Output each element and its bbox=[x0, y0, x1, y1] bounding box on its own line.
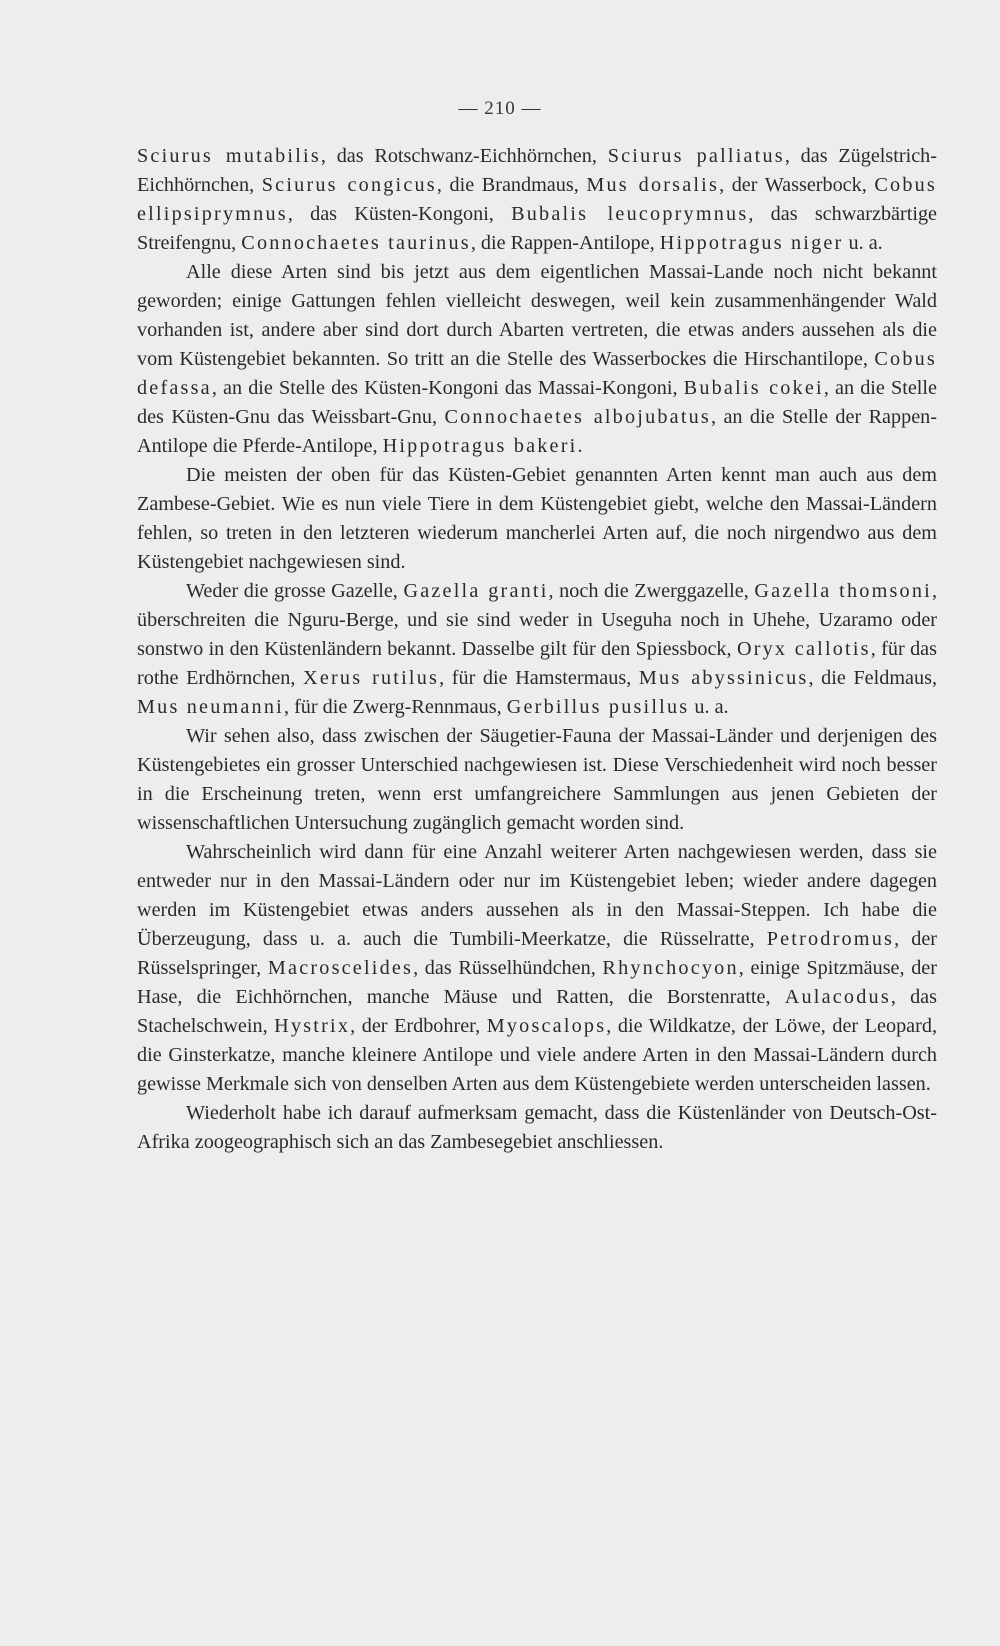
text-run: Alle diese Arten sind bis jetzt aus dem eigentlichen Massai-Lande noch nicht bekannt geworden; einige Gattungen fehlen vielleicht deswegen, weil kein zusammenhängender Wald vorhanden ist, andere aber sind dort durch Abarten vertreten, die etwas anders aussehen als die vom Küstengebiet bekannten. So tritt an die Stelle des Wasserbockes die Hirschantilope, bbox=[137, 261, 937, 370]
text-run: Wir sehen also, dass zwischen der Säugetier-Fauna der Massai-Länder und derjenigen des Küstengebietes ein grosser Unterschied nachgewiesen ist. Diese Verschiedenheit wird noch besser in die Erscheinung treten, wenn erst umfangreichere Sammlungen aus jenen Gebieten der wissenschaftlichen Untersuchung zugänglich gemacht worden sind. bbox=[137, 725, 937, 834]
text-run: , das Stachelschwein, bbox=[137, 986, 938, 1037]
text-run: , noch die Zwerggazelle, bbox=[548, 580, 755, 602]
text-run: Wahrscheinlich wird dann für eine Anzahl weiterer Arten nachgewiesen werden, dass sie entweder nur in den Massai-Ländern oder nur im Küstengebiet leben; wieder andere dagegen werden im Küstengebiet etwas anders aussehen als in den Massai-Steppen. Ich habe die Überzeugung, dass u. a. auch die Tumbili-Meerkatze, die Rüsselratte, bbox=[137, 841, 937, 950]
species-name: Rhynchocyon bbox=[602, 957, 739, 979]
paragraph bbox=[137, 577, 937, 722]
body-text bbox=[137, 142, 937, 1157]
species-name: Cobus defassa bbox=[137, 348, 937, 399]
text-run: Wiederholt habe ich darauf aufmerksam gemacht, dass die Küstenländer von Deutsch-Ost-Afrika zoogeographisch sich an das Zambesegebiet anschliessen. bbox=[137, 1102, 937, 1153]
species-name: Gazella thomsoni bbox=[754, 580, 932, 602]
text-run: Weder die grosse Gazelle, bbox=[186, 580, 404, 602]
species-name: Cobus ellipsiprymnus bbox=[137, 174, 937, 225]
text-run: , die Feldmaus, bbox=[808, 667, 937, 689]
species-name: Sciurus mutabilis bbox=[137, 145, 321, 167]
species-name: Mus abyssinicus bbox=[638, 667, 809, 689]
text-run: , das Rüsselhündchen, bbox=[413, 957, 603, 979]
species-name: Oryx callotis bbox=[736, 638, 871, 660]
species-name: Sciurus palliatus bbox=[607, 145, 785, 167]
paragraph bbox=[137, 258, 937, 461]
text-run: , die Wildkatze, der Löwe, der Leopard, die Ginsterkatze, manche kleinere Antilope und viele andere Arten in den Massai-Ländern durch gewisse Merkmale sich von denselben Arten aus dem Küstengebiete werden unterscheiden lassen. bbox=[137, 1015, 937, 1095]
species-name: Xerus rutilus bbox=[303, 667, 440, 689]
species-name: Bubalis leucoprymnus bbox=[511, 203, 749, 225]
species-name: Bubalis cokei bbox=[683, 377, 824, 399]
text-run: , der Rüsselspringer, bbox=[137, 928, 937, 979]
text-run: , für die Zwerg-Rennmaus, bbox=[283, 696, 507, 718]
text-run: , die Brandmaus, bbox=[436, 174, 587, 196]
text-run: , das schwarzbärtige Streifengnu, bbox=[137, 203, 937, 254]
paragraph bbox=[137, 1099, 937, 1157]
text-run: , das Küsten-Kongoni, bbox=[287, 203, 512, 225]
species-name: Hippotragus niger bbox=[659, 232, 844, 254]
text-run: , an die Stelle des Küsten-Kongoni das Massai-Kongoni, bbox=[211, 377, 684, 399]
text-run: Die meisten der oben für das Küsten-Gebiet genannten Arten kennt man auch aus dem Zambese-Gebiet. Wie es nun viele Tiere in dem Küstengebiet giebt, welche den Massai-Ländern fehlen, so treten in den letzteren wiederum mancherlei Arten auf, die noch nirgendwo aus dem Küstengebiet nachgewiesen sind. bbox=[137, 464, 937, 573]
text-run: , das Zügelstrich-Eichhörnchen, bbox=[137, 145, 937, 196]
species-name: Gazella granti bbox=[403, 580, 549, 602]
species-name: Hystrix bbox=[274, 1015, 351, 1037]
species-name: Mus neumanni bbox=[137, 696, 284, 718]
species-name: Hippotragus bakeri bbox=[382, 435, 578, 457]
text-run: , überschreiten die Nguru-Berge, und sie sind weder in Useguha noch in Uhehe, Uzaramo oder sonstwo in den Küstenländern bekannt. Dasselbe gilt für den Spiessbock, bbox=[137, 580, 937, 660]
text-run: , an die Stelle der Rappen-Antilope die Pferde-Antilope, bbox=[137, 406, 937, 457]
text-run: , einige Spitzmäuse, der Hase, die Eichhörnchen, manche Mäuse und Ratten, die Borstenratte, bbox=[137, 957, 937, 1008]
species-name: Myoscalops bbox=[486, 1015, 607, 1037]
species-name: Gerbillus pusillus bbox=[506, 696, 690, 718]
text-run: . bbox=[577, 435, 583, 457]
text-run: , die Rappen-Antilope, bbox=[470, 232, 660, 254]
text-run: , der Erdbohrer, bbox=[350, 1015, 487, 1037]
paragraph bbox=[137, 838, 937, 1099]
paragraph bbox=[137, 722, 937, 838]
species-name: Connochaetes taurinus bbox=[241, 232, 471, 254]
text-run: , der Wasserbock, bbox=[719, 174, 875, 196]
species-name: Petrodromus bbox=[766, 928, 895, 950]
page-number: — 210 — bbox=[458, 98, 542, 119]
text-run: , an die Stelle des Küsten-Gnu das Weissbart-Gnu, bbox=[137, 377, 937, 428]
species-name: Mus dorsalis bbox=[586, 174, 720, 196]
text-run: u. a. bbox=[689, 696, 729, 718]
species-name: Sciurus congicus bbox=[261, 174, 437, 196]
text-run: , das Rotschwanz-Eichhörnchen, bbox=[320, 145, 608, 167]
species-name: Connochaetes albojubatus bbox=[444, 406, 711, 428]
text-run: , für die Hamstermaus, bbox=[439, 667, 639, 689]
paragraph bbox=[137, 142, 937, 258]
species-name: Aulacodus bbox=[784, 986, 891, 1008]
paragraph bbox=[137, 461, 937, 577]
text-run: , für das rothe Erdhörnchen, bbox=[137, 638, 937, 689]
text-run: u. a. bbox=[843, 232, 883, 254]
species-name: Macroscelides bbox=[267, 957, 414, 979]
